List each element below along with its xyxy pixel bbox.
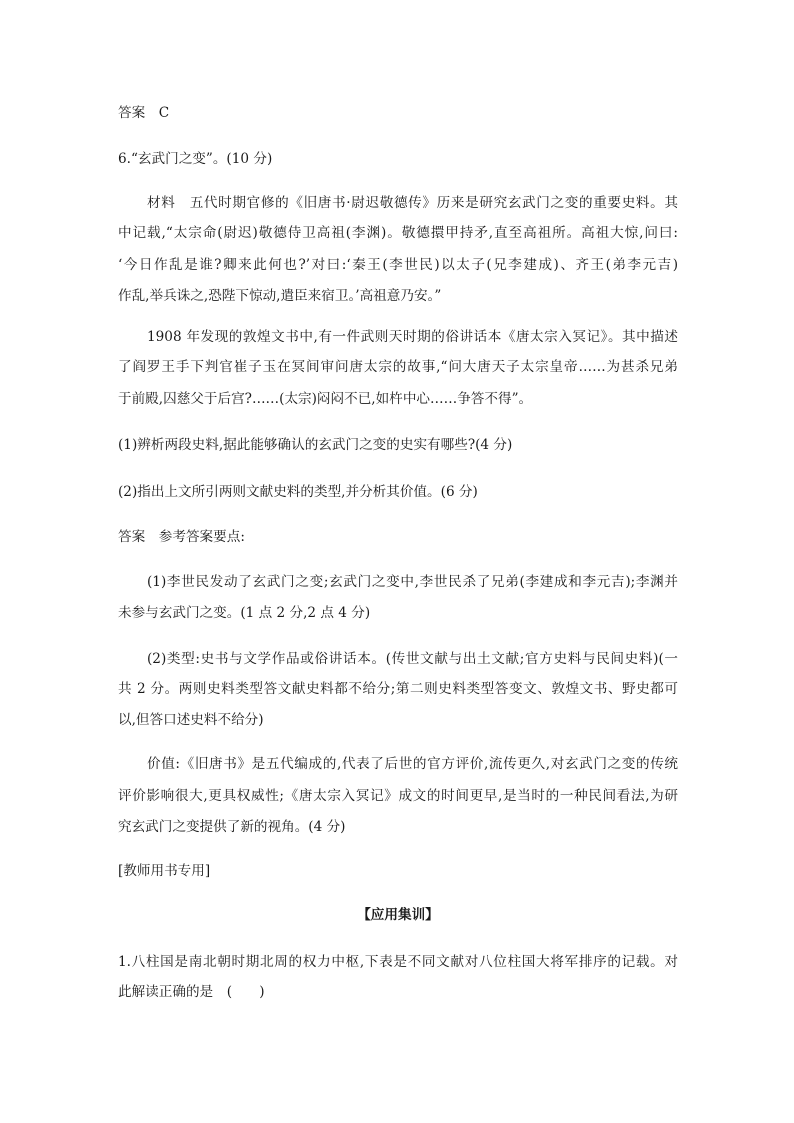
answer-1-line-2: 未参与玄武门之变。(1 点 2 分,2 点 4 分) <box>118 605 371 621</box>
question-6-part-2: (2)指出上文所引两则文献史料的类型,并分析其价值。(6 分) <box>118 484 478 500</box>
value-line-1: 价值:《旧唐书》是五代编成的,代表了后世的官方评价,流传更久,对玄武门之变的传统 <box>147 756 678 772</box>
teacher-note: [教师用书专用] <box>118 863 211 879</box>
answer-2-line-3: 以,但答口述史料不给分) <box>118 712 264 728</box>
material-line-2: 中记载,“太宗命(尉迟)敬德侍卫高祖(李渊)。敬德擐甲持矛,直至高祖所。高祖大惊,问曰: <box>118 225 678 241</box>
material-line-4: 作乱,举兵诛之,恐陛下惊动,遣臣来宿卫。’高祖意乃安。” <box>118 288 442 304</box>
value-line-2: 评价影响很大,更具权威性;《唐太宗入冥记》成文的时间更早,是当时的一种民间看法,为研 <box>118 788 678 804</box>
paragraph2-line-2: 了阎罗王手下判官崔子玉在冥间审问唐太宗的故事,“问大唐天子太宗皇帝……为甚杀兄弟 <box>118 359 678 375</box>
paragraph2-line-3: 于前殿,囚慈父于后宫?……(太宗)闷闷不已,如杵中心……争答不得”。 <box>118 391 533 407</box>
material-line-3: ‘今日作乱是谁?卿来此何也?’对曰:‘秦王(李世民)以太子(兄李建成)、齐王(弟李元吉) <box>118 257 678 273</box>
section-title: 【应用集训】 <box>357 907 439 923</box>
material-line-1: 材料 五代时期官修的《旧唐书·尉迟敬德传》历来是研究玄武门之变的重要史料。其 <box>147 195 678 211</box>
answer-2-line-1: (2)类型:史书与文学作品或俗讲话本。(传世文献与出土文献;官方史料与民间史料)(一 <box>147 651 678 667</box>
answer-reference-heading: 答案 参考答案要点: <box>118 529 245 545</box>
paragraph2-line-1: 1908 年发现的敦煌文书中,有一件武则天时期的俗讲话本《唐太宗入冥记》。其中描述 <box>147 329 678 345</box>
question-1-line-2: 此解读正确的是 ( ) <box>118 984 265 1000</box>
answer-2-line-2: 共 2 分。两则史料类型答文献史料都不给分;第二则史料类型答变文、敦煌文书、野史都可 <box>118 681 678 697</box>
value-line-3: 究玄武门之变提供了新的视角。(4 分) <box>118 819 346 835</box>
question-1-line-1: 1.八柱国是南北朝时期北周的权力中枢,下表是不同文献对八位柱国大将军排序的记载。对 <box>118 954 678 970</box>
answer-line: 答案 C <box>118 105 170 121</box>
question-6-part-1: (1)辨析两段史料,据此能够确认的玄武门之变的史实有哪些?(4 分) <box>118 437 513 453</box>
answer-1-line-1: (1)李世民发动了玄武门之变;玄武门之变中,李世民杀了兄弟(李建成和李元吉);李渊并 <box>147 574 678 590</box>
question-6-title: 6.“玄武门之变”。(10 分) <box>118 151 273 167</box>
